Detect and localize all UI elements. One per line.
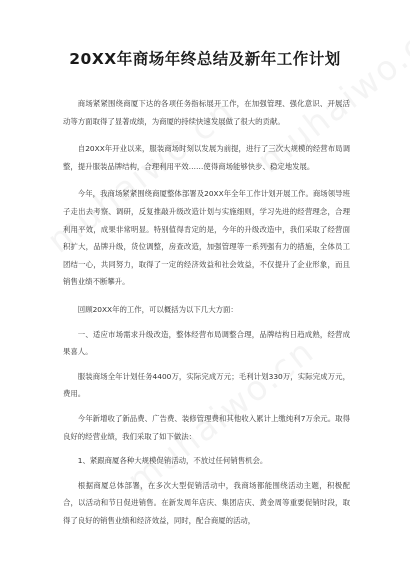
paragraph: 商场紧紧围绕商厦下达的各项任务指标展开工作，在加强管理、强化意识、开展活动等方面取得了显著成绩，为商厦的持续快速发展做了很大的贡献。 <box>63 99 350 126</box>
paragraph: 回顾20XX年的工作，可以概括为以下几大方面： <box>77 304 238 314</box>
paragraph: 服装商场全年计划任务4400万，实际完成万元；毛利计划330万，实际完成万元，费用。 <box>63 371 350 399</box>
paragraph: 今年新增收了新品费、广告费、装修管理费和其他收入累计上缴纯利7万余元。取得良好的经营业绩，我们采取了如下做法： <box>63 413 350 441</box>
paragraph: 1、紧跟商厦各种大规模促销活动，不放过任何销售机会。 <box>77 456 268 466</box>
paragraph: 自20XX年开业以来，服装商场时刻以发展为前提，进行了三次大规模的经营布局调整，提升服装品牌结构，合理利用平效……使得商场能够快步、稳定地发展。 <box>63 144 350 171</box>
paragraph: 一、适应市场需求升级改造，整体经营布局调整合理，品牌结构日趋成熟，经营成果喜人。 <box>63 329 350 357</box>
paragraph: 今年，我商场紧紧围绕商厦整体部署及20XX年全年工作计划开展工作。商场领导班子走出去考察、调研，反复推敲升级改造计划与实施细则，学习先进的经营理念，合理利用平效，成果非常明显。特别值得肯定的是，今年的升级改造中，我们采取了经营面积扩大，品牌升级，货位调整，房查改造，加强管理等一系列强有力的措施，全体员工团结一心，共同努力，取得了一定的经济效益和社会效益，不仅提升了企业形象，而且销售业绩不断攀升。 <box>63 189 350 287</box>
document-title: 20XX年商场年终总结及新年工作计划 <box>69 50 341 68</box>
paragraph: 根据商厦总体部署，在多次大型促销活动中，我商场都能围绕活动主题，积极配合，以活动和节日促进销售。在新发周年店庆、集团店庆、黄金周等重要促销时段，取得了良好的销售业绩和经济效益，同时，配合商厦的活动， <box>63 480 350 525</box>
document-body <box>63 95 350 536</box>
